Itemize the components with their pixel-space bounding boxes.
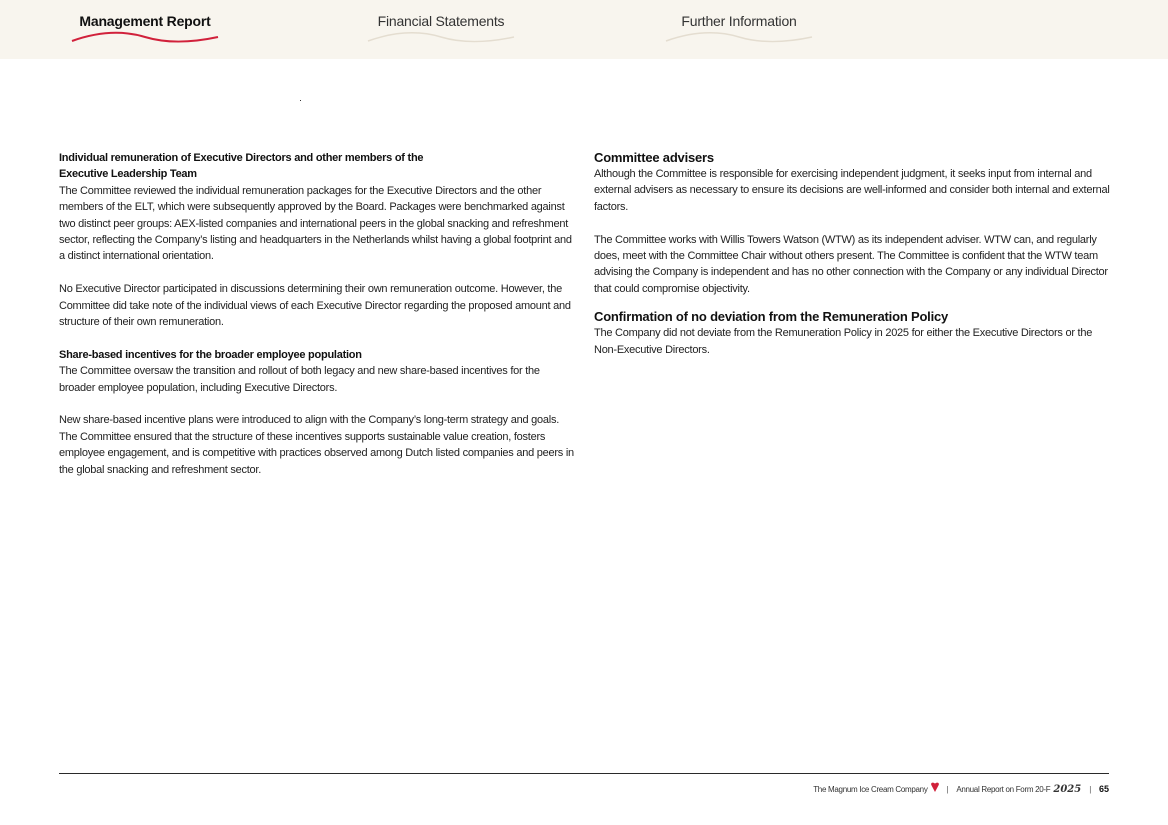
tab-financial-statements[interactable] [366,11,516,51]
stray-dot [300,100,301,101]
paragraph: No Executive Director participated in discussions determining their own remuneration outcome. However, the Committee did take note of the individual views of each Executive Director regarding the proposed amount and structure of their own remuneration. [59,283,571,329]
tab-underline [366,31,516,45]
paragraph: The Committee reviewed the individual remuneration packages for the Executive Directors and the other members of the ELT, which were subsequently approved by the Board. Packages were benchmarked against two distinct peer groups: AEX-listed companies and international peers in the global snacking and refreshment sector, reflecting the Company’s listing and headquarters in the Netherlands whilst having a global footprint and a distinct international orientation. [59,184,572,263]
right-column [594,150,1110,358]
paragraph: Although the Committee is responsible for exercising independent judgment, it seeks input from internal and external advisers as necessary to ensure its decisions are well-informed and consider both internal and external factors. [594,168,1110,213]
top-navigation [0,0,1168,59]
footer [813,783,1109,795]
tab-label: Management Report [79,13,211,29]
paragraph: The Committee oversaw the transition and rollout of both legacy and new share-based incentives for the broader employee population, including Executive Directors. [59,365,540,394]
heading-line-2: Executive Leadership Team [59,168,197,181]
separator: | [1089,784,1091,794]
separator: | [946,784,949,794]
report-year: 2025 [1053,783,1082,795]
tab-underline [664,31,814,45]
tab-underline-active [70,31,220,45]
section-heading: Confirmation of no deviation from the Remuneration Policy [594,309,949,325]
paragraph: New share-based incentive plans were introduced to align with the Company’s long-term strategy and goals. The Committee ensured that the structure of these incentives supports sustainable value creation, fosters employee engagement, and is competitive with practices observed among Dutch listed companies and peers in the global snacking and refreshment sector. [59,414,574,476]
section-heading: Share-based incentives for the broader employee population [59,348,362,361]
company-name: The Magnum Ice Cream Company [813,784,928,794]
tab-management-report[interactable] [70,11,220,51]
left-column [59,150,575,478]
section-heading: Committee advisers [594,150,714,165]
paragraph: The Company did not deviate from the Remuneration Policy in 2025 for either the Executive Directors or the Non-Executive Directors. [594,327,1093,356]
tab-label: Further Information [681,13,797,29]
paragraph: The Committee works with Willis Towers Watson (WTW) as its independent adviser. WTW can, and regularly does, meet with the Committee Chair without others present. The Committee is confident that the WTW team advising the Company is independent and has no other connection with the Company or any individual Director that could compromise objectivity. [594,233,1108,295]
footer-divider [59,773,1109,774]
tab-label: Financial Statements [377,13,505,29]
page-number: 65 [1098,784,1109,794]
ice-cream-heart-icon [931,782,939,794]
heading-line-1: Individual remuneration of Executive Directors and other members of the [59,152,424,164]
section-heading [59,150,575,183]
tab-further-information[interactable] [664,11,814,51]
report-name: Annual Report on Form 20-F [956,784,1051,794]
